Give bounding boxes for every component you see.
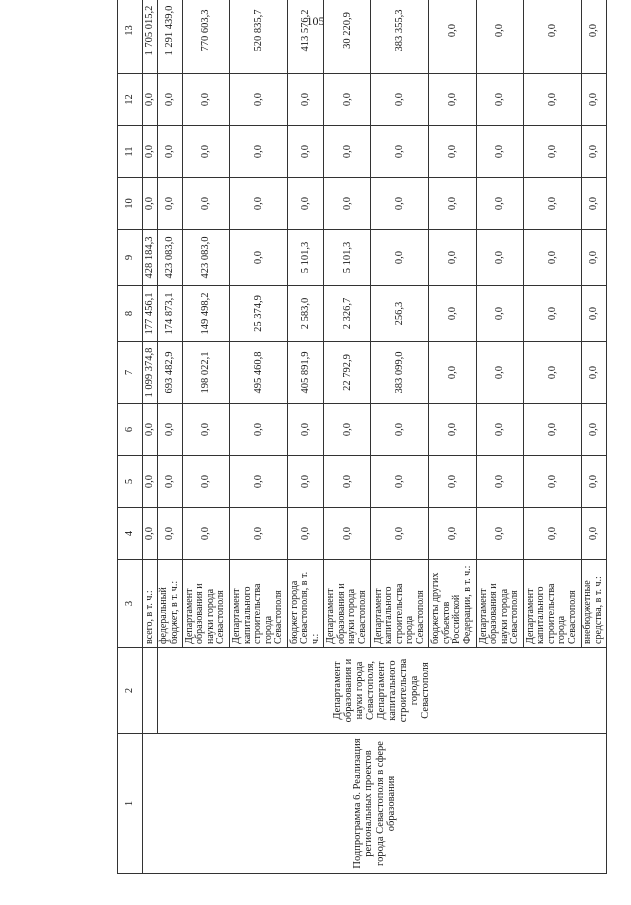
value-cell-col-10: 0,0 xyxy=(476,178,523,230)
value-cell-col-6: 0,0 xyxy=(324,404,371,456)
value-cell-col-6: 0,0 xyxy=(182,404,229,456)
value-cell-col-4: 0,0 xyxy=(229,508,287,560)
value-cell-col-7: 0,0 xyxy=(523,342,581,404)
row-label: Департамент капитального строительства города Севастополя xyxy=(229,560,287,648)
value-cell-col-11: 0,0 xyxy=(143,126,158,178)
header-cell-3: 3 xyxy=(118,560,143,648)
row-label: Департамент капитального строительства города Севастополя xyxy=(523,560,581,648)
value-cell-col-9: 423 083,0 xyxy=(182,230,229,286)
value-cell-col-12: 0,0 xyxy=(523,74,581,126)
value-cell-col-11: 0,0 xyxy=(429,126,476,178)
row-label: бюджеты других субъектов Российской Федерации, в т. ч.: xyxy=(429,560,476,648)
row-label: Департамент образования и науки города Севастополя xyxy=(324,560,371,648)
value-cell-col-6: 0,0 xyxy=(157,404,182,456)
value-cell-col-5: 0,0 xyxy=(476,456,523,508)
value-cell-col-9: 0,0 xyxy=(229,230,287,286)
value-cell-col-5: 0,0 xyxy=(429,456,476,508)
value-cell-col-7: 22 792,9 xyxy=(324,342,371,404)
value-cell-col-6: 0,0 xyxy=(581,404,606,456)
header-cell-11: 11 xyxy=(118,126,143,178)
value-cell-col-10: 0,0 xyxy=(157,178,182,230)
value-cell-col-8: 2 326,7 xyxy=(324,286,371,342)
value-cell-col-6: 0,0 xyxy=(143,404,158,456)
header-cell-5: 5 xyxy=(118,456,143,508)
value-cell-col-4: 0,0 xyxy=(324,508,371,560)
value-cell-col-11: 0,0 xyxy=(476,126,523,178)
value-cell-col-12: 0,0 xyxy=(143,74,158,126)
value-cell-col-9: 5 101,3 xyxy=(288,230,324,286)
value-cell-col-4: 0,0 xyxy=(371,508,429,560)
value-cell-col-11: 0,0 xyxy=(523,126,581,178)
value-cell-col-13: 0,0 xyxy=(429,0,476,74)
header-cell-1: 1 xyxy=(118,734,143,874)
header-cell-8: 8 xyxy=(118,286,143,342)
header-cell-6: 6 xyxy=(118,404,143,456)
header-cell-2: 2 xyxy=(118,648,143,734)
value-cell-col-9: 428 184,3 xyxy=(143,230,158,286)
value-cell-col-12: 0,0 xyxy=(581,74,606,126)
row-label: Департамент образования и науки города Севастополя xyxy=(476,560,523,648)
value-cell-col-11: 0,0 xyxy=(229,126,287,178)
value-cell-col-7: 495 460,8 xyxy=(229,342,287,404)
value-cell-col-8: 256,3 xyxy=(371,286,429,342)
header-cell-10: 10 xyxy=(118,178,143,230)
value-cell-col-13: 0,0 xyxy=(523,0,581,74)
value-cell-col-7: 405 891,9 xyxy=(288,342,324,404)
value-cell-col-10: 0,0 xyxy=(143,178,158,230)
value-cell-col-10: 0,0 xyxy=(523,178,581,230)
value-cell-col-12: 0,0 xyxy=(182,74,229,126)
value-cell-col-8: 0,0 xyxy=(429,286,476,342)
row-label: всего, в т. ч.: xyxy=(143,560,158,648)
executors-cell-blank xyxy=(143,648,158,734)
value-cell-col-13: 770 603,3 xyxy=(182,0,229,74)
budget-table xyxy=(117,0,607,874)
value-cell-col-8: 177 456,1 xyxy=(143,286,158,342)
value-cell-col-6: 0,0 xyxy=(429,404,476,456)
value-cell-col-8: 0,0 xyxy=(476,286,523,342)
value-cell-col-12: 0,0 xyxy=(229,74,287,126)
value-cell-col-4: 0,0 xyxy=(523,508,581,560)
value-cell-col-12: 0,0 xyxy=(324,74,371,126)
value-cell-col-10: 0,0 xyxy=(229,178,287,230)
value-cell-col-12: 0,0 xyxy=(288,74,324,126)
value-cell-col-12: 0,0 xyxy=(476,74,523,126)
value-cell-col-11: 0,0 xyxy=(324,126,371,178)
header-cell-12: 12 xyxy=(118,74,143,126)
header-cell-7: 7 xyxy=(118,342,143,404)
value-cell-col-11: 0,0 xyxy=(157,126,182,178)
value-cell-col-12: 0,0 xyxy=(157,74,182,126)
value-cell-col-7: 693 482,9 xyxy=(157,342,182,404)
value-cell-col-4: 0,0 xyxy=(182,508,229,560)
value-cell-col-13: 1 705 015,2 xyxy=(143,0,158,74)
value-cell-col-5: 0,0 xyxy=(324,456,371,508)
value-cell-col-13: 520 835,7 xyxy=(229,0,287,74)
value-cell-col-6: 0,0 xyxy=(476,404,523,456)
value-cell-col-11: 0,0 xyxy=(371,126,429,178)
value-cell-col-13: 383 355,3 xyxy=(371,0,429,74)
value-cell-col-5: 0,0 xyxy=(143,456,158,508)
value-cell-col-9: 423 083,0 xyxy=(157,230,182,286)
value-cell-col-10: 0,0 xyxy=(581,178,606,230)
value-cell-col-7: 383 099,0 xyxy=(371,342,429,404)
value-cell-col-13: 0,0 xyxy=(476,0,523,74)
value-cell-col-8: 0,0 xyxy=(581,286,606,342)
row-label: Департамент капитального строительства города Севастополя xyxy=(371,560,429,648)
value-cell-col-6: 0,0 xyxy=(371,404,429,456)
value-cell-col-5: 0,0 xyxy=(581,456,606,508)
value-cell-col-4: 0,0 xyxy=(581,508,606,560)
value-cell-col-4: 0,0 xyxy=(476,508,523,560)
value-cell-col-6: 0,0 xyxy=(523,404,581,456)
value-cell-col-9: 0,0 xyxy=(476,230,523,286)
value-cell-col-13: 413 576,2 xyxy=(288,0,324,74)
value-cell-col-6: 0,0 xyxy=(229,404,287,456)
value-cell-col-7: 0,0 xyxy=(429,342,476,404)
value-cell-col-10: 0,0 xyxy=(324,178,371,230)
value-cell-col-7: 0,0 xyxy=(476,342,523,404)
value-cell-col-5: 0,0 xyxy=(371,456,429,508)
value-cell-col-11: 0,0 xyxy=(288,126,324,178)
value-cell-col-8: 149 498,2 xyxy=(182,286,229,342)
value-cell-col-8: 0,0 xyxy=(523,286,581,342)
value-cell-col-11: 0,0 xyxy=(581,126,606,178)
value-cell-col-11: 0,0 xyxy=(182,126,229,178)
value-cell-col-8: 174 873,1 xyxy=(157,286,182,342)
page-number: 105 xyxy=(306,14,325,28)
value-cell-col-4: 0,0 xyxy=(143,508,158,560)
value-cell-col-9: 0,0 xyxy=(429,230,476,286)
value-cell-col-5: 0,0 xyxy=(229,456,287,508)
row-label: федеральный бюджет, в т. ч.: xyxy=(157,560,182,648)
value-cell-col-4: 0,0 xyxy=(429,508,476,560)
value-cell-col-9: 0,0 xyxy=(523,230,581,286)
value-cell-col-4: 0,0 xyxy=(157,508,182,560)
value-cell-col-12: 0,0 xyxy=(429,74,476,126)
value-cell-col-9: 0,0 xyxy=(371,230,429,286)
value-cell-col-10: 0,0 xyxy=(429,178,476,230)
value-cell-col-5: 0,0 xyxy=(182,456,229,508)
program-cell: Подпрограмма 6. Реализация региональных проектов города Севастополя в сфере образования xyxy=(143,734,607,874)
value-cell-col-10: 0,0 xyxy=(288,178,324,230)
row-label: Департамент образования и науки города Севастополя xyxy=(182,560,229,648)
value-cell-col-8: 25 374,9 xyxy=(229,286,287,342)
value-cell-col-13: 0,0 xyxy=(581,0,606,74)
value-cell-col-8: 2 583,0 xyxy=(288,286,324,342)
header-cell-9: 9 xyxy=(118,230,143,286)
value-cell-col-10: 0,0 xyxy=(182,178,229,230)
value-cell-col-7: 0,0 xyxy=(581,342,606,404)
value-cell-col-5: 0,0 xyxy=(288,456,324,508)
value-cell-col-5: 0,0 xyxy=(157,456,182,508)
value-cell-col-13: 30 220,9 xyxy=(324,0,371,74)
row-label: внебюджетные средства, в т. ч.: xyxy=(581,560,606,648)
value-cell-col-13: 1 291 439,0 xyxy=(157,0,182,74)
header-row xyxy=(118,0,143,874)
header-cell-4: 4 xyxy=(118,508,143,560)
row-label: бюджет города Севастополя, в т. ч.: xyxy=(288,560,324,648)
header-cell-13: 13 xyxy=(118,0,143,74)
executors-cell: Департамент образования и науки города Севастополя, Департамент капитального строительства города Севастополя xyxy=(157,648,606,734)
value-cell-col-7: 198 022,1 xyxy=(182,342,229,404)
value-cell-col-4: 0,0 xyxy=(288,508,324,560)
value-cell-col-9: 5 101,3 xyxy=(324,230,371,286)
value-cell-col-10: 0,0 xyxy=(371,178,429,230)
table-row xyxy=(143,0,158,874)
value-cell-col-9: 0,0 xyxy=(581,230,606,286)
value-cell-col-6: 0,0 xyxy=(288,404,324,456)
value-cell-col-7: 1 099 374,8 xyxy=(143,342,158,404)
value-cell-col-5: 0,0 xyxy=(523,456,581,508)
value-cell-col-12: 0,0 xyxy=(371,74,429,126)
